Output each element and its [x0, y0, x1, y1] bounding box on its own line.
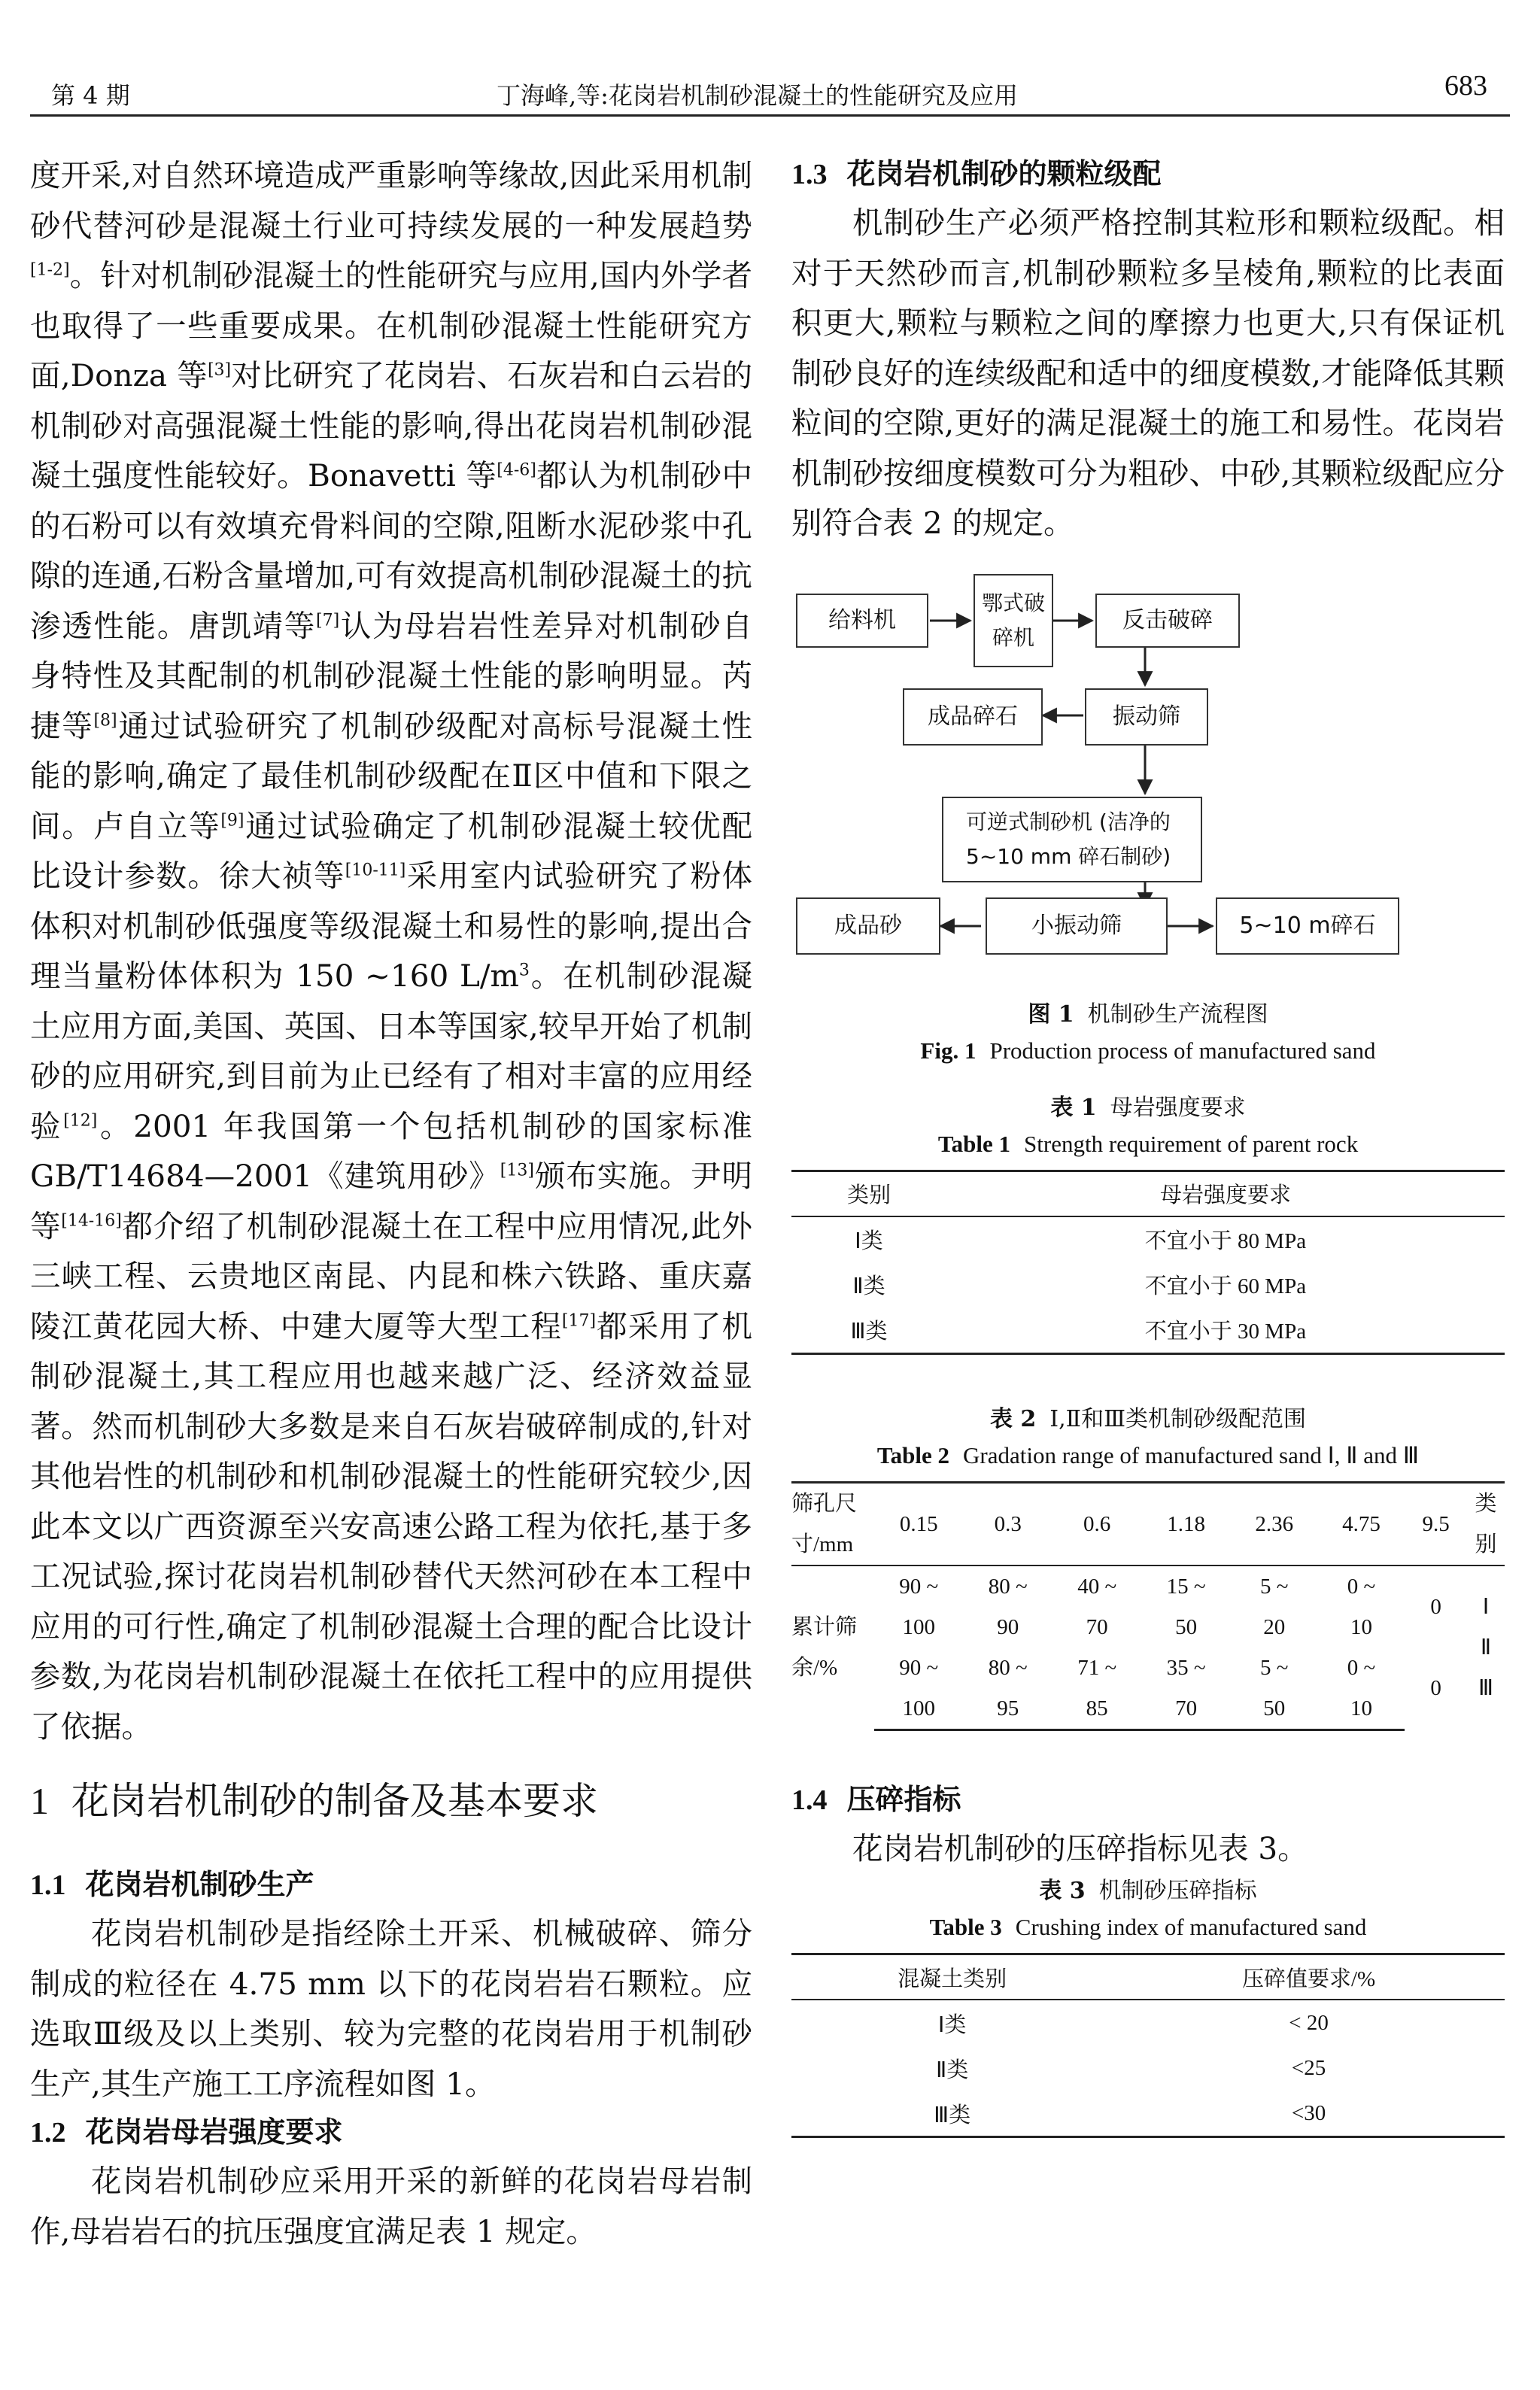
table-cell: <25: [1291, 2055, 1326, 2080]
table-cell: 0 ~: [1347, 1574, 1376, 1599]
box-finished-sand: 成品砂: [796, 897, 940, 955]
table-header: 0.3: [963, 1482, 1052, 1565]
table-2: [791, 1481, 1505, 1731]
figure-1-caption: 图 1 机制砂生产流程图: [1028, 1001, 1268, 1028]
box-small-screen: 小振动筛: [986, 897, 1168, 955]
table-cell: 70: [1086, 1614, 1108, 1639]
table-row-label: 累计筛 余/%: [791, 1615, 858, 1681]
table-cell: 100: [874, 1688, 963, 1730]
table-cell: 85: [1052, 1688, 1141, 1730]
section-1-1-paragraph: 花岗岩机制砂是指经除土开采、机械破碎、筛分制成的粒径在 4.75 mm 以下的花岗岩岩石颗粒。应选取Ⅲ级及以上类别、较为完整的花岗岩用于机制砂生产,其生产施工工序流程如图 1。: [30, 1915, 752, 2102]
table-header: 0.15: [874, 1482, 963, 1565]
table-cell: 70: [1141, 1688, 1230, 1730]
table-cell: <30: [1113, 2091, 1505, 2137]
box-impact-crusher: 反击破碎: [1095, 594, 1240, 648]
section-1-4-paragraph: 花岗岩机制砂的压碎指标见表 3。: [852, 1830, 1308, 1866]
table-cell: 50: [1175, 1614, 1198, 1639]
table-cell: 71 ~: [1077, 1655, 1117, 1680]
table-cell: Ⅰ类: [937, 2012, 967, 2037]
table-3-caption-en: Table 3 Crushing index of manufactured sand: [929, 1914, 1367, 1940]
table-cell: Ⅱ类: [852, 1274, 885, 1298]
section-1-2-heading: 1.2 花岗岩母岩强度要求: [30, 2115, 343, 2149]
section-1-1-heading: 1.1 花岗岩机制砂生产: [30, 1868, 314, 1901]
running-title: 丁海峰,等:花岗岩机制砂混凝土的性能研究及应用: [497, 81, 1018, 110]
table-cell: 0: [1430, 1676, 1441, 1701]
table-cell: Ⅲ类: [791, 2091, 1113, 2137]
box-finished-gravel: 成品碎石: [903, 688, 1043, 746]
table-header: 混凝土类别: [791, 1954, 1113, 2000]
figure-1-flowchart: [791, 560, 1505, 982]
table-cell: 50: [1231, 1688, 1318, 1730]
table-cell: 5 ~: [1260, 1574, 1289, 1599]
table-cell: Ⅰ类: [855, 1229, 883, 1253]
table-cell: 95: [963, 1688, 1052, 1730]
table-cell: 不宜小于 80 MPa: [1144, 1229, 1307, 1253]
table-header: 压碎值要求/%: [1113, 1954, 1505, 2000]
intro-paragraph: 度开采,对自然环境造成严重影响等缘故,因此采用机制砂代替河砂是混凝土行业可持续发展的一种发展趋势[1-2]。针对机制砂混凝土的性能研究与应用,国内外学者也取得了一些重要成果。在机制砂混凝土性能研究方面,Donza 等[3]对比研究了花岗岩、石灰岩和白云岩的机制砂对高强混凝土性能的影响,得出花岗岩机制砂混凝土强度性能较好。Bonavetti 等[4-6]都认为机制砂中的石粉可以有效填充骨料间的空隙,阻断水泥砂浆中孔隙的连通,石粉含量增加,可有效提高机制砂混凝土的抗渗透性能。唐凯靖等[7]认为母岩岩性差异对机制砂自身特性及其配制的机制砂混凝土性能的影响明显。芮捷等[8]通过试验研究了机制砂级配对高标号混凝土性能的影响,确定了最佳机制砂级配在Ⅱ区中值和下限之间。卢自立等[9]通过试验确定了机制砂混凝土较优配比设计参数。徐大祯等[10-11]采用室内试验研究了粉体体积对机制砂低强度等级混凝土和易性的影响,提出合理当量粉体体积为 150 ~160 $L/m^3$。在机制砂混凝土应用方面,美国、英国、日本等国家,较早开始了机制砂的应用研究,到目前为止已经有了相对丰富的应用经验[12]。2001 年我国第一个包括机制砂的国家标准 GB/T14684—2001《建筑用砂》[13]颁布实施。尹明等[14-16]都介绍了机制砂混凝土在工程中应用情况,此外三峡工程、云贵地区南昆、内昆和株六铁路、重庆嘉陵江黄花园大桥、中建大厦等大型工程[17]都采用了机制砂混凝土,其工程应用也越来越广泛、经济效益显著。然而机制砂大多数是来自石灰岩破碎制成的,针对其他岩性的机制砂和机制砂混凝土的性能研究较少,因此本文以广西资源至兴安高速公路工程为依托,基于多工况试验,探讨花岗岩机制砂替代天然河砂在本工程中应用的可行性,确定了机制砂混凝土合理的配合比设计参数,为花岗岩机制砂混凝土在依托工程中的应用提供了依据。: [30, 157, 753, 1745]
figure-1-caption-en: Fig. 1 Production process of manufactured sand: [920, 1037, 1376, 1064]
table-cell: Ⅲ类: [791, 1307, 946, 1354]
table-header: 2.36: [1231, 1482, 1318, 1565]
table-header: 母岩强度要求: [946, 1171, 1505, 1216]
right-column: [791, 150, 1505, 2138]
table-cell: < 20: [1289, 2010, 1329, 2035]
table-2-caption-en: Table 2 Gradation range of manufactured sand Ⅰ, Ⅱ and Ⅲ: [876, 1441, 1420, 1468]
table-cell: 100: [902, 1614, 935, 1639]
table-header: 0.6: [1052, 1482, 1141, 1565]
issue-label: 第 4 期: [51, 81, 130, 110]
table-3-caption: 表 3 机制砂压碎指标: [1039, 1878, 1257, 1904]
box-vibrating-screen: 振动筛: [1085, 688, 1208, 746]
box-reversible-sand-maker: 可逆式制砂机 (洁净的 5~10 mm 碎石制砂): [942, 797, 1202, 882]
table-cell: 不宜小于 30 MPa: [946, 1307, 1505, 1354]
table-1-caption: 表 1 母岩强度要求: [1050, 1094, 1246, 1121]
table-cell: 90 ~: [899, 1574, 939, 1599]
table-cell: 35 ~: [1166, 1655, 1206, 1680]
section-1-heading: 1 花岗岩机制砂的制备及基本要求: [30, 1779, 598, 1823]
table-cell: 90 ~: [899, 1655, 939, 1680]
table-cell: 90: [997, 1614, 1019, 1639]
table-header: 筛孔尺 寸/mm: [791, 1482, 874, 1565]
box-jaw-crusher: 鄂式破 碎机: [974, 574, 1053, 667]
table-cell: 不宜小于 60 MPa: [1144, 1274, 1307, 1298]
table-header: 类别: [791, 1171, 946, 1216]
box-feeder: 给料机: [796, 594, 928, 648]
table-header: 4.75: [1318, 1482, 1405, 1565]
table-cell: 80 ~: [988, 1655, 1028, 1680]
table-cell: 0: [1430, 1594, 1441, 1619]
table-cell: 15 ~: [1166, 1574, 1206, 1599]
table-cell: 10: [1350, 1614, 1372, 1639]
table-cell: 80 ~: [988, 1574, 1028, 1599]
table-cell: 10: [1318, 1688, 1405, 1730]
table-cell: Ⅱ类: [935, 2057, 969, 2082]
table-header: 1.18: [1141, 1482, 1230, 1565]
box-crushed-stone: 5~10 m碎石: [1216, 897, 1399, 955]
left-column: [30, 150, 752, 2256]
table-cell: Ⅰ Ⅱ Ⅲ: [1478, 1595, 1493, 1701]
page-header: [30, 69, 1510, 117]
table-1-caption-en: Table 1 Strength requirement of parent rock: [937, 1130, 1359, 1157]
table-cell: 5 ~: [1260, 1655, 1289, 1680]
table-cell: 40 ~: [1077, 1574, 1117, 1599]
table-3: [791, 1953, 1505, 2138]
table-cell: 20: [1263, 1614, 1286, 1639]
table-cell: 0 ~: [1347, 1655, 1376, 1680]
table-2-caption: 表 2 Ⅰ,Ⅱ和Ⅲ类机制砂级配范围: [989, 1405, 1307, 1432]
section-1-3-heading: 1.3 花岗岩机制砂的颗粒级配: [791, 157, 1162, 190]
table-header: 类 别: [1467, 1482, 1505, 1565]
section-1-4-heading: 1.4 压碎指标: [791, 1782, 961, 1816]
section-1-3-paragraph: 机制砂生产必须严格控制其粒形和颗粒级配。相对于天然砂而言,机制砂颗粒多呈棱角,颗粒的比表面积更大,颗粒与颗粒之间的摩擦力也更大,只有保证机制砂良好的连续级配和适中的细度模数,才能降低其颗粒间的空隙,更好的满足混凝土的施工和易性。花岗岩机制砂按细度模数可分为粗砂、中砂,其颗粒级配应分别符合表 2 的规定。: [791, 205, 1505, 541]
section-1-2-paragraph: 花岗岩机制砂应采用开采的新鲜的花岗岩母岩制作,母岩岩石的抗压强度宜满足表 1 规定。: [30, 2163, 752, 2249]
table-header: 9.5: [1405, 1482, 1467, 1565]
page-number: 683: [1444, 70, 1487, 102]
table-1: [791, 1170, 1505, 1355]
